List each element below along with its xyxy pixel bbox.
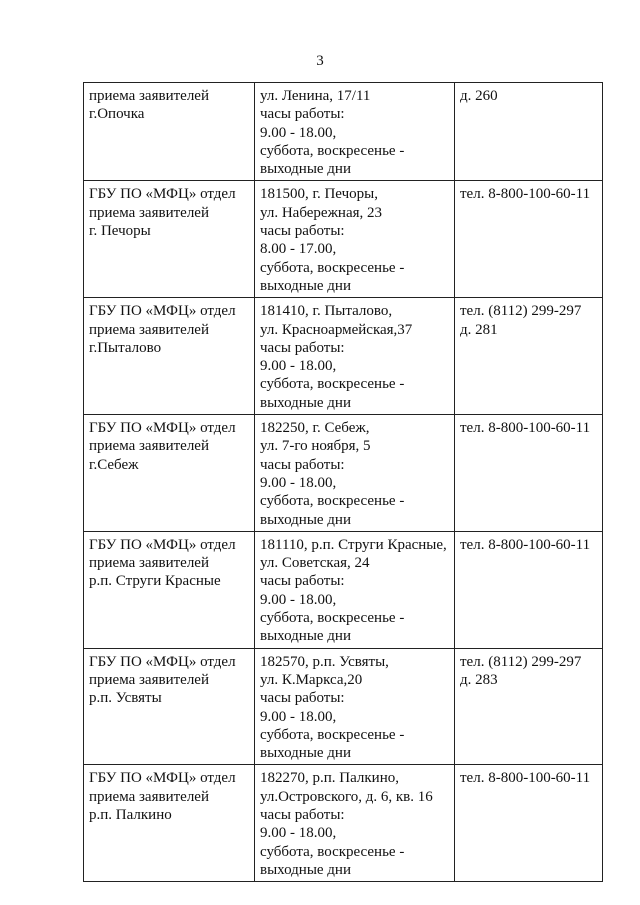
address-line: 9.00 - 18.00, [260,708,337,725]
address-line: суббота, воскресенье - [260,376,405,393]
table-row [84,648,603,765]
phone-line: тел. 8-800-100-60-11 [460,186,591,203]
address-cell [255,648,455,765]
address-cell [255,765,455,882]
table-row [84,531,603,648]
address-line: 8.00 - 17.00, [260,241,337,258]
address-cell [255,298,455,415]
address-line: часы работы: [260,456,345,473]
address-line: выходные дни [260,861,351,878]
address-line: суббота, воскресенье - [260,142,405,159]
office-line: ГБУ ПО «МФЦ» отдел [89,420,236,437]
office-cell [84,181,255,298]
phone-line: д. 260 [460,88,498,104]
office-line: приема заявителей [89,671,209,688]
office-line: приема заявителей [89,88,209,104]
address-line: суббота, воскресенье - [260,493,405,510]
address-line: часы работы: [260,690,345,707]
office-line: приема заявителей [89,788,209,805]
address-line: выходные дни [260,277,351,294]
address-line: часы работы: [260,339,345,356]
address-line: ул. К.Маркса,20 [260,671,363,688]
table-row [84,415,603,532]
phone-cell [455,83,603,181]
office-line: г.Себеж [89,456,139,473]
office-line: ГБУ ПО «МФЦ» отдел [89,536,236,553]
address-line: 182570, р.п. Усвяты, [260,653,389,670]
phone-cell [455,765,603,882]
offices-table [83,82,603,882]
office-line: приема заявителей [89,555,209,572]
address-line: выходные дни [260,628,351,645]
office-line: г.Пыталово [89,339,162,356]
office-cell [84,415,255,532]
phone-line: д. 283 [460,671,498,688]
office-line: р.п. Палкино [89,806,172,823]
address-line: 9.00 - 18.00, [260,358,337,375]
office-cell [84,531,255,648]
address-line: ул. Ленина, 17/11 [260,88,371,104]
office-line: ГБУ ПО «МФЦ» отдел [89,186,236,203]
address-line: часы работы: [260,573,345,590]
office-cell [84,83,255,181]
table-row [84,298,603,415]
address-line: выходные дни [260,161,351,178]
address-line: часы работы: [260,223,345,240]
address-line: 181110, р.п. Струги Красные, [260,536,447,553]
address-line: выходные дни [260,511,351,528]
office-line: приема заявителей [89,438,209,455]
address-line: ул. 7-го ноября, 5 [260,438,371,455]
address-cell [255,531,455,648]
address-line: часы работы: [260,106,345,123]
offices-table-body [84,83,603,882]
address-cell [255,415,455,532]
phone-line: тел. 8-800-100-60-11 [460,536,591,553]
address-line: 181410, г. Пыталово, [260,303,393,320]
address-line: суббота, воскресенье - [260,610,405,627]
office-cell [84,765,255,882]
address-line: 182250, г. Себеж, [260,420,370,437]
office-line: приема заявителей [89,204,209,221]
address-line: ул. Советская, 24 [260,555,370,572]
phone-cell [455,415,603,532]
phone-line: тел. 8-800-100-60-11 [460,770,591,787]
office-line: р.п. Струги Красные [89,573,221,590]
address-line: ул.Островского, д. 6, кв. 16 [260,788,433,805]
office-line: г.Опочка [89,106,145,123]
address-line: выходные дни [260,745,351,762]
office-line: р.п. Усвяты [89,690,162,707]
phone-cell [455,181,603,298]
phone-cell [455,648,603,765]
address-line: выходные дни [260,394,351,411]
office-cell [84,298,255,415]
address-line: суббота, воскресенье - [260,259,405,276]
address-line: 9.00 - 18.00, [260,124,337,141]
office-cell [84,648,255,765]
phone-line: тел. 8-800-100-60-11 [460,420,591,437]
office-line: приема заявителей [89,321,209,338]
page-number: 3 [316,53,324,69]
office-line: ГБУ ПО «МФЦ» отдел [89,303,236,320]
address-cell [255,181,455,298]
address-line: суббота, воскресенье - [260,843,405,860]
office-line: ГБУ ПО «МФЦ» отдел [89,653,236,670]
address-line: 182270, р.п. Палкино, [260,770,399,787]
phone-cell [455,298,603,415]
phone-line: тел. (8112) 299-297 [460,303,582,320]
phone-cell [455,531,603,648]
office-line: г. Печоры [89,223,151,240]
table-row [84,181,603,298]
address-line: 181500, г. Печоры, [260,186,378,203]
office-line: ГБУ ПО «МФЦ» отдел [89,770,236,787]
address-line: ул. Набережная, 23 [260,204,383,221]
address-line: 9.00 - 18.00, [260,825,337,842]
address-line: ул. Красноармейская,37 [260,321,413,338]
phone-line: д. 281 [460,321,498,338]
table-row [84,83,603,181]
table-row [84,765,603,882]
address-line: часы работы: [260,806,345,823]
phone-line: тел. (8112) 299-297 [460,653,582,670]
address-cell [255,83,455,181]
address-line: 9.00 - 18.00, [260,591,337,608]
address-line: 9.00 - 18.00, [260,474,337,491]
address-line: суббота, воскресенье - [260,726,405,743]
